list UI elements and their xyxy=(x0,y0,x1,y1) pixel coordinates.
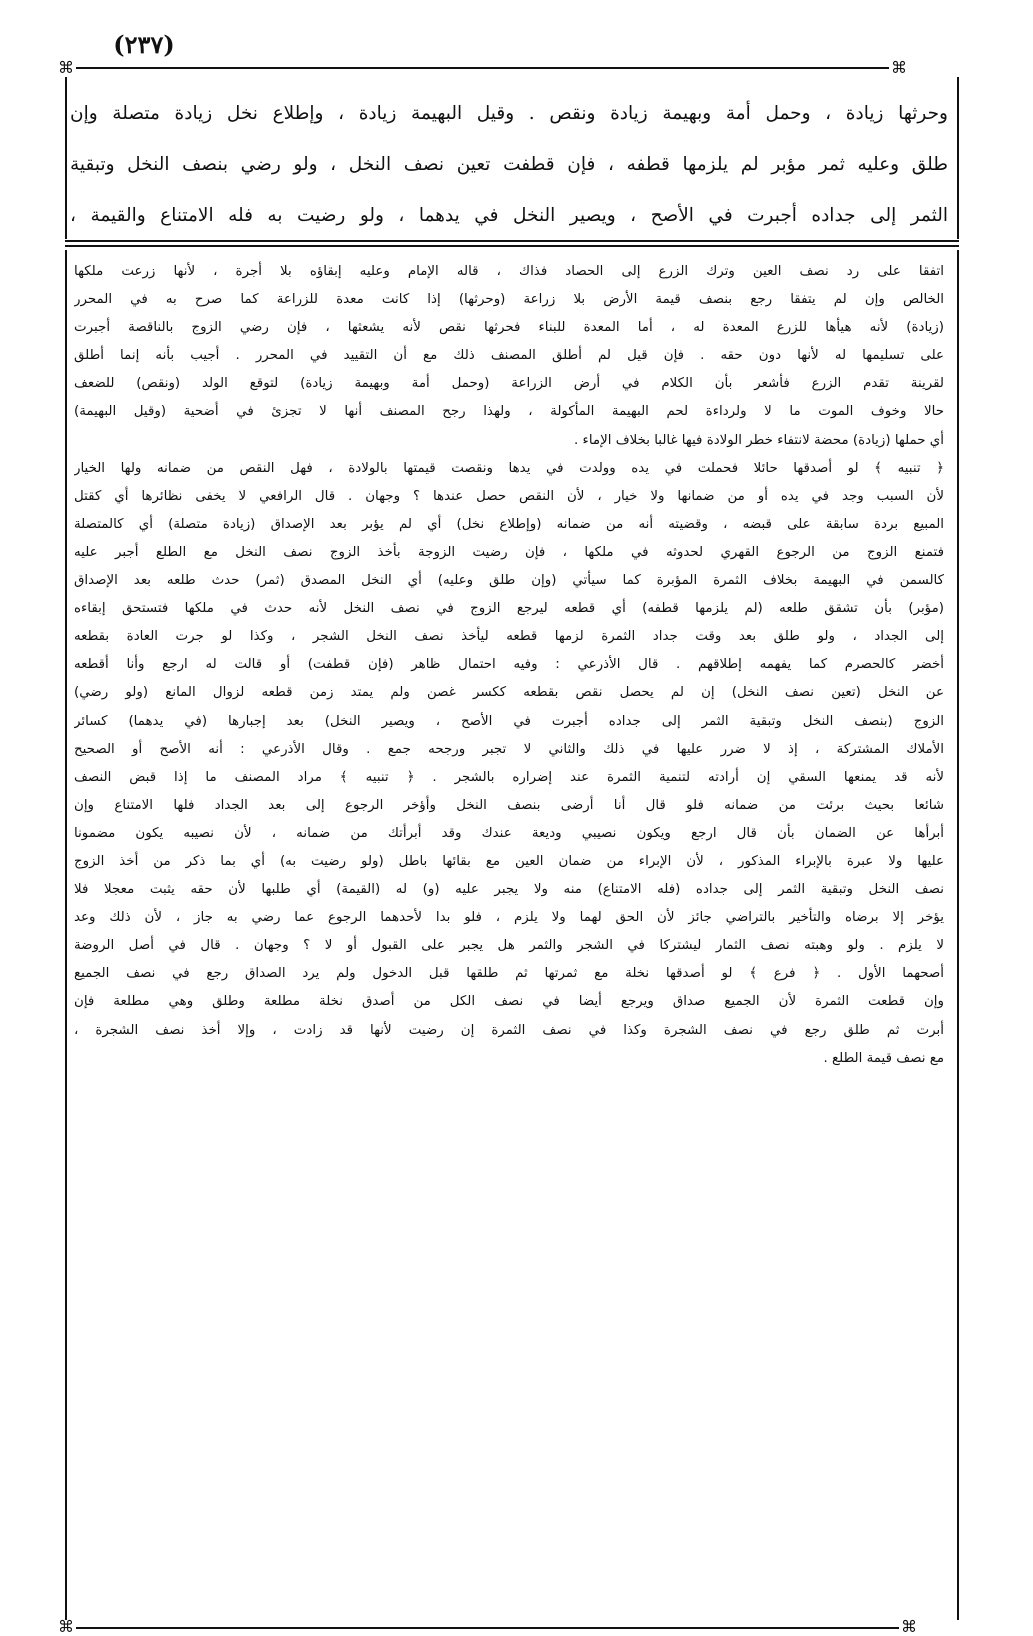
commentary-line: حالا وخوف الموت ما لا ولرداءة لحم البهيمة المأكولة ، ولهذا رجح المصنف أنها لا تجزئ في أضحية (وقيل البهيمة) xyxy=(74,404,944,420)
left-border-rule xyxy=(65,77,67,239)
commentary-line: لأن السبب وجد في يده أو من ضمانها ولا خيار ، لأن النقص حصل عندها ؟ وجهان . قال الرافعي لا يخفى نظائرها أي كقتل xyxy=(74,488,944,504)
commentary-line: (زيادة) لأنه هيأها للزرع المعدة له ، أما المعدة للبناء فحرثها نقص لأنه يشعثها ، فإن رضي الزوج بالناقصة أجبرت xyxy=(74,320,944,336)
commentary-line: الزوج (بنصف النخل وتبقية الثمر إلى جداده أجبرت في الأصح ، ويصير النخل) بعد إجبارها (في يدهما) كسائر xyxy=(74,713,944,729)
commentary-line: وإن قطعت الثمرة لأن الجميع صداق ويرجع أيضا في نصف الكل من أصدق نخلة مطلعة وطلق وهي مطلعة فإن xyxy=(74,994,944,1010)
commentary-line: لا يلزم . ولو وهبته نصف الثمار ليشتركا في الشجر والثمر هل يجبر على القبول أو لا ؟ وجهان . قال في أصل الروضة xyxy=(74,938,944,954)
commentary-line: الخالص وإن لم يتفقا رجع بنصف قيمة الأرض بلا زراعة (وحرثها) إذا كانت معدة للزراعة كما صرح به في المحرر xyxy=(74,292,944,308)
corner-ornament-top-left: ⌘ xyxy=(58,58,74,77)
main-text-line: طلق وعليه ثمر مؤبر لم يلزمها قطفه ، فإن قطفت تعين نصف النخل ، ولو رضي بنصف النخل وتبقية xyxy=(70,154,948,175)
commentary-line: مع نصف قيمة الطلع . xyxy=(823,1050,944,1066)
commentary-right-rule xyxy=(957,250,959,1620)
commentary-left-rule xyxy=(65,250,67,1620)
commentary-line: (مؤبر) بأن تشقق طلعه (لم يلزمها قطفه) أي قطعه ليرجع الزوج في نصف النخل لأنه حدث في ملكها فتستحق إبقاءه xyxy=(74,601,944,617)
separator-rule-upper xyxy=(65,240,959,242)
commentary-line: يؤخر إلا برضاه والتأخير بالتراضي جائز لأن الحق لهما ولا يلزم ، فلو بدا لأحدهما الرجوع عما رضي به جاز ، لأن ذلك وعد xyxy=(74,910,944,926)
commentary-line: أبرت ثم طلق رجع في نصف الشجرة وكذا في نصف الثمرة إن رضيت لأنها قد زادت ، وإلا أخذ نصف الشجرة ، xyxy=(74,1022,944,1038)
commentary-line: لأنه قد يمنعها السقي إن أرادته لتنمية الثمرة عند إضراره بالشجر . ﴿ تنبيه ﴾ مراد المصنف ما إذا قبض النصف xyxy=(74,769,944,785)
commentary-block xyxy=(74,258,944,1073)
bottom-border-rule xyxy=(76,1627,899,1629)
commentary-line: المبيع بردة سابقة على قبضه ، وقضيته أنه من ضمانه (وإطلاع نخل) أي لم يؤبر بعد الإصداق (زيادة متصلة) أي كالمتصلة xyxy=(74,516,944,532)
top-border-rule xyxy=(76,67,889,69)
commentary-line: أبرأها عن الضمان بأن قال ارجع ويكون نصيبي وديعة عندك وقد أبرأتك من ضمانه ، لأن نصيبه يكون مضمونا xyxy=(74,825,944,841)
commentary-line: عن النخل (تعين نصف النخل) إن لم يحصل نقص بقطعه ككسر غصن ولم يمتد زمن قطعه لزوال المانع (ولو رضي) xyxy=(74,685,944,701)
commentary-line: أخضر كالحصرم كما يفهمه إطلاقهم . قال الأذرعي : وفيه احتمال ظاهر (فإن قطفت) أو قالت له ارجع وأنا أقطعه xyxy=(74,657,944,673)
commentary-line: على تسليمها له لأنها دون حقه . فإن قيل لم أطلق المصنف ذلك مع أن التقييد في المحرر . أجيب بأنه إنما أطلق xyxy=(74,348,944,364)
commentary-line: عليها ولا عبرة بالإبراء المذكور ، لأن الإبراء من ضمان العين مع بقائها باطل (ولو رضيت به) أي بما ذكر من أخذ الزوج xyxy=(74,853,944,869)
corner-ornament-top-right: ⌘ xyxy=(891,58,907,77)
right-border-rule xyxy=(957,77,959,239)
commentary-line: فتمنع الزوج من الرجوع القهري لحدوثه في ملكها ، فإن رضيت الزوجة بأخذ الزوج نصف النخل مع الطلع أجبر عليه xyxy=(74,544,944,560)
commentary-line: شائعا بحيث برئت من ضمانه فلو قال أنا أرضى بنصف النخل وأؤخر الرجوع إلى بعد الجداد فلها الامتناع وإن xyxy=(74,797,944,813)
corner-ornament-bottom-right: ⌘ xyxy=(901,1617,917,1636)
commentary-line: كالسمن في البهيمة بخلاف الثمرة المؤبرة كما سيأتي (وإن طلق وعليه) أي النخل المصدق (ثمر) حدث طلعه بعد الإصداق xyxy=(74,573,944,589)
separator-rule-lower xyxy=(65,245,959,247)
commentary-line: اتفقا على رد نصف العين وترك الزرع إلى الحصاد فذاك ، قاله الإمام وعليه إبقاؤه بلا أجرة ، لأنها زرعت ملكها xyxy=(74,264,944,279)
corner-ornament-bottom-left: ⌘ xyxy=(58,1617,74,1636)
main-text-line: الثمر إلى جداده أجبرت في الأصح ، ويصير النخل في يدهما ، ولو رضيت به فله الامتناع والقيمة ، xyxy=(70,205,948,226)
main-text-block xyxy=(70,88,948,241)
commentary-line: ﴿ تنبيه ﴾ لو أصدقها حائلا فحملت في يده وولدت في يدها ونقصت قيمتها بالولادة ، فهل النقص من ضمانه ولها الخيار xyxy=(74,460,944,476)
commentary-line: إلى الجداد ، ولو طلق بعد وقت جداد الثمرة لزمها قطعه ليأخذ نصف النخل الشجر ، وكذا لو جرت العادة بقطعه xyxy=(74,629,944,645)
page-number: (٢٣٧) xyxy=(113,30,175,59)
commentary-line: أي حملها (زيادة) محضة لانتفاء خطر الولادة فيها غالبا بخلاف الإماء . xyxy=(574,432,944,448)
commentary-line: لقرينة تقدم الزرع فأشعر بأن الكلام في أرض الزراعة (وحمل أمة وبهيمة زيادة) لتوقع الولد (ونقص) للضعف xyxy=(74,376,944,392)
commentary-line: أصحهما الأول . ﴿ فرع ﴾ لو أصدقها نخلة مع ثمرتها ثم طلقها قبل الدخول ولم يرد الصداق رجع في نصف الجميع xyxy=(74,966,944,982)
commentary-line: الأملاك المشتركة ، إذ لا ضرر عليها في ذلك والثاني لا تجبر ورجحه جمع . وقال الأذرعي : أنه الأصح أو الصحيح xyxy=(74,741,944,757)
main-text-line: وحرثها زيادة ، وحمل أمة وبهيمة زيادة ونقص . وقيل البهيمة زيادة ، وإطلاع نخل زيادة متصلة وإن xyxy=(70,103,948,124)
commentary-line: نصف النخل وتبقية الثمر إلى جداده (فله الامتناع) منه ولا يجبر عليه (و) له (القيمة) أي طلبها لأن حقه يثبت معجلا فلا xyxy=(74,882,944,898)
